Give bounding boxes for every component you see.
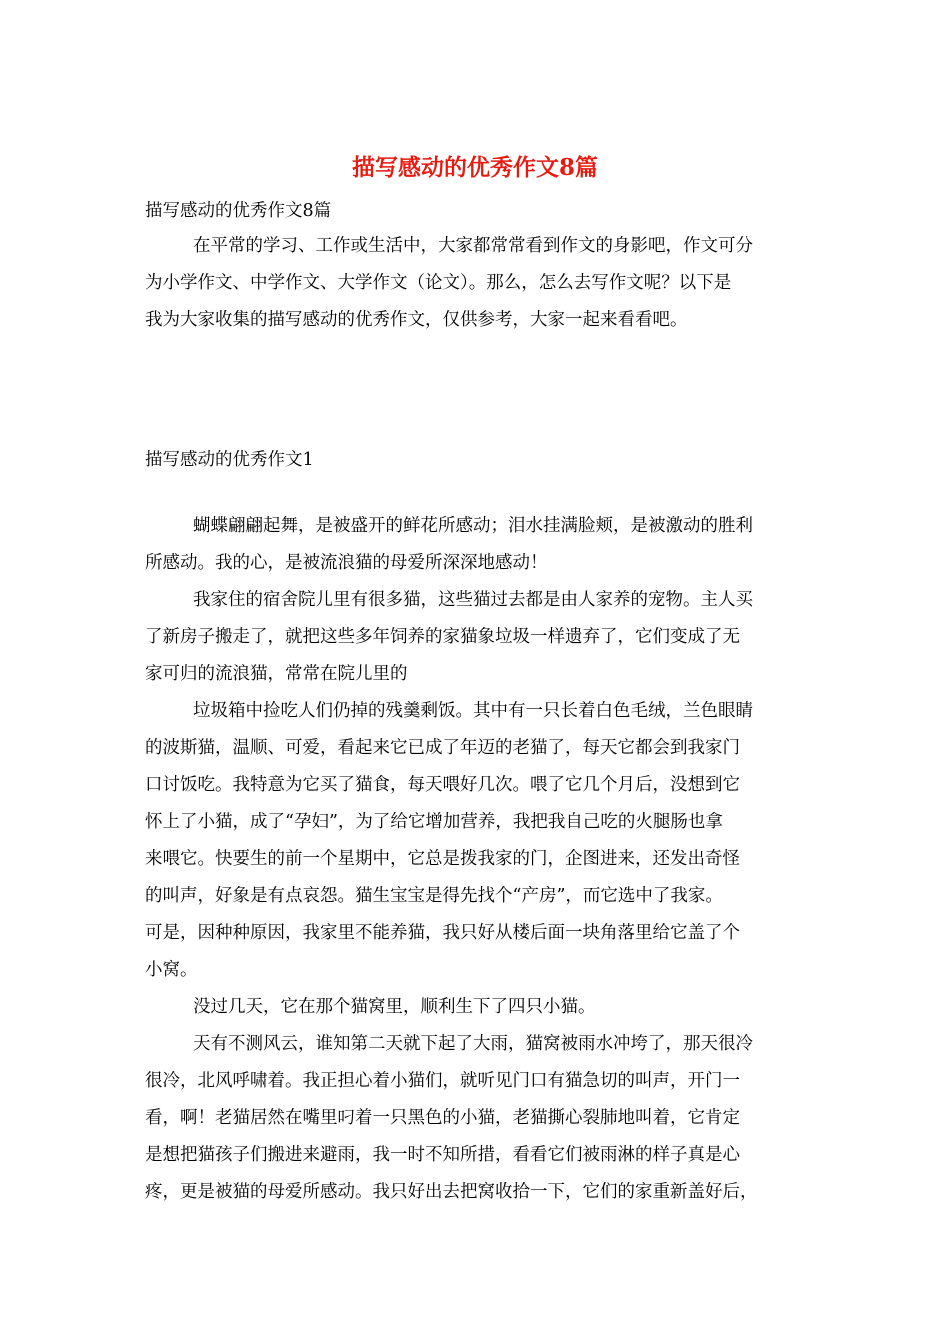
paragraph-line: 天有不测风云，谁知第二天就下起了大雨，猫窝被雨水冲垮了，那天很冷: [193, 1034, 753, 1054]
paragraph-line: 看，啊！老猫居然在嘴里叼着一只黑色的小猫，老猫撕心裂肺地叫着，它肯定: [145, 1108, 740, 1128]
paragraph-line: 疼，更是被猫的母爱所感动。我只好出去把窝收拾一下，它们的家重新盖好后，: [145, 1182, 758, 1202]
document-subtitle: 描写感动的优秀作文8篇: [145, 201, 332, 221]
paragraph-line: 了新房子搬走了，就把这些多年饲养的家猫象垃圾一样遗弃了，它们变成了无: [145, 627, 740, 647]
paragraph-line: 来喂它。快要生的前一个星期中，它总是拨我家的门，企图进来，还发出奇怪: [145, 849, 740, 869]
section-heading: 描写感动的优秀作文1: [145, 450, 314, 470]
paragraph-line: 可是，因种种原因，我家里不能养猫，我只好从楼后面一块角落里给它盖了个: [145, 923, 740, 943]
paragraph-line: 口讨饭吃。我特意为它买了猫食，每天喂好几次。喂了它几个月后，没想到它: [145, 775, 740, 795]
paragraph-line: 我家住的宿舍院儿里有很多猫，这些猫过去都是由人家养的宠物。主人买: [193, 590, 753, 610]
paragraph-line: 家可归的流浪猫，常常在院儿里的: [145, 664, 408, 684]
paragraph-line: 怀上了小猫，成了“孕妇”，为了给它增加营养，我把我自己吃的火腿肠也拿: [145, 812, 723, 832]
intro-line: 我为大家收集的描写感动的优秀作文，仅供参考，大家一起来看看吧。: [145, 310, 688, 330]
paragraph-line: 的波斯猫，温顺、可爱，看起来它已成了年迈的老猫了，每天它都会到我家门: [145, 738, 740, 758]
document-title: 描写感动的优秀作文8篇: [351, 154, 598, 181]
intro-line: 为小学作文、中学作文、大学作文（论文）。那么，怎么去写作文呢？以下是: [145, 273, 732, 293]
paragraph-line: 是想把猫孩子们搬进来避雨，我一时不知所措，看看它们被雨淋的样子真是心: [145, 1145, 740, 1165]
paragraph-line: 垃圾箱中捡吃人们仍掉的残羹剩饭。其中有一只长着白色毛绒，兰色眼睛: [193, 701, 753, 721]
paragraph-line: 蝴蝶翩翩起舞，是被盛开的鲜花所感动；泪水挂满脸颊，是被激动的胜利: [193, 516, 753, 536]
paragraph-line: 小窝。: [145, 960, 198, 980]
paragraph-line: 很冷，北风呼啸着。我正担心着小猫们，就听见门口有猫急切的叫声，开门一: [145, 1071, 740, 1091]
intro-line: 在平常的学习、工作或生活中，大家都常常看到作文的身影吧，作文可分: [193, 236, 753, 256]
paragraph-line: 没过几天，它在那个猫窝里，顺利生下了四只小猫。: [193, 997, 596, 1017]
paragraph-line: 的叫声，好象是有点哀怨。猫生宝宝是得先找个“产房”，而它选中了我家。: [145, 886, 723, 906]
paragraph-line: 所感动。我的心，是被流浪猫的母爱所深深地感动！: [145, 553, 548, 573]
